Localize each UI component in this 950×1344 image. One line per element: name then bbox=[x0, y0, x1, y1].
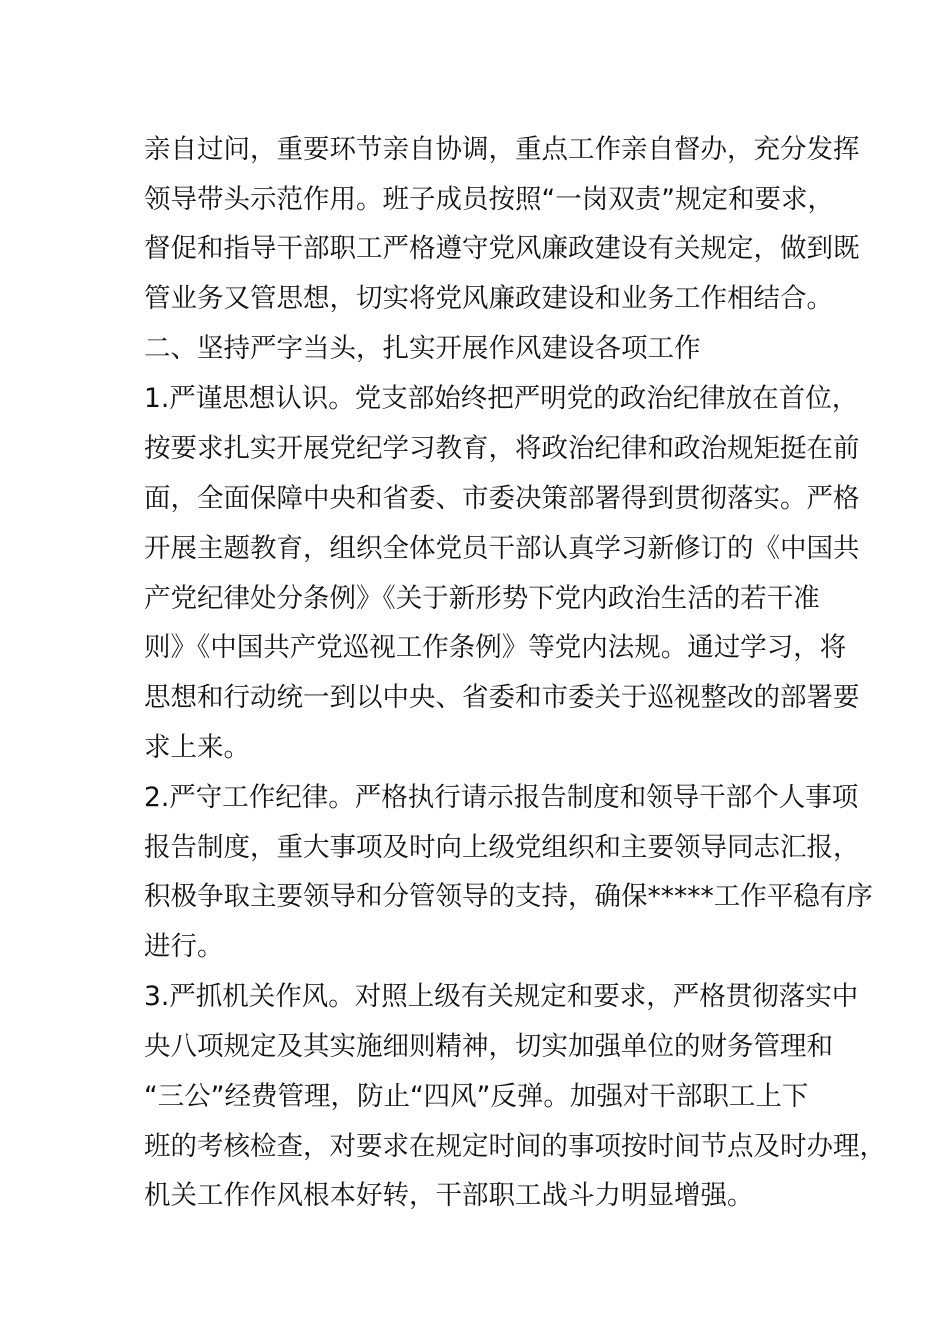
text-line: 报告制度，重大事项及时向上级党组织和主要领导同志汇报， bbox=[144, 832, 860, 863]
text-line: 央八项规定及其实施细则精神，切实加强单位的财务管理和 bbox=[144, 1031, 833, 1062]
text-line: 1.严谨思想认识。党支部始终把严明党的政治纪律放在首位， bbox=[144, 383, 859, 414]
text-line: 领导带头示范作用。班子成员按照“一岗双责”规定和要求， bbox=[144, 184, 834, 215]
text-line: 管业务又管思想，切实将党风廉政建设和业务工作相结合。 bbox=[144, 283, 833, 314]
text-line: 亲自过问，重要环节亲自协调，重点工作亲自督办，充分发挥 bbox=[144, 134, 860, 165]
text-line: 产党纪律处分条例》《关于新形势下党内政治生活的若干准 bbox=[144, 583, 820, 614]
text-line: 思想和行动统一到以中央、省委和市委关于巡视整改的部署要 bbox=[144, 682, 860, 713]
text-line: 督促和指导干部职工严格遵守党风廉政建设有关规定，做到既 bbox=[144, 233, 860, 264]
text-line: 积极争取主要领导和分管领导的支持，确保*****工作平稳有序 bbox=[144, 881, 873, 912]
text-line: 3.严抓机关作风。对照上级有关规定和要求，严格贯彻落实中 bbox=[144, 981, 859, 1012]
text-line: 进行。 bbox=[144, 931, 224, 962]
text-line: 按要求扎实开展党纪学习教育，将政治纪律和政治规矩挺在前 bbox=[144, 433, 860, 464]
text-line: 班的考核检查，对要求在规定时间的事项按时间节点及时办理， bbox=[144, 1131, 886, 1162]
text-line: 求上来。 bbox=[144, 732, 250, 763]
text-line: 2.严守工作纪律。严格执行请示报告制度和领导干部个人事项 bbox=[144, 782, 859, 813]
text-line: 机关工作作风根本好转，干部职工战斗力明显增强。 bbox=[144, 1180, 754, 1211]
text-line: “三公”经费管理，防止“四风”反弹。加强对干部职工上下 bbox=[144, 1081, 809, 1112]
text-line: 开展主题教育，组织全体党员干部认真学习新修订的《中国共 bbox=[144, 533, 860, 564]
text-line: 则》《中国共产党巡视工作条例》等党内法规。通过学习，将 bbox=[144, 632, 847, 663]
section-heading: 二、坚持严字当头，扎实开展作风建设各项工作 bbox=[144, 333, 701, 364]
text-line: 面，全面保障中央和省委、市委决策部署得到贯彻落实。严格 bbox=[144, 483, 860, 514]
